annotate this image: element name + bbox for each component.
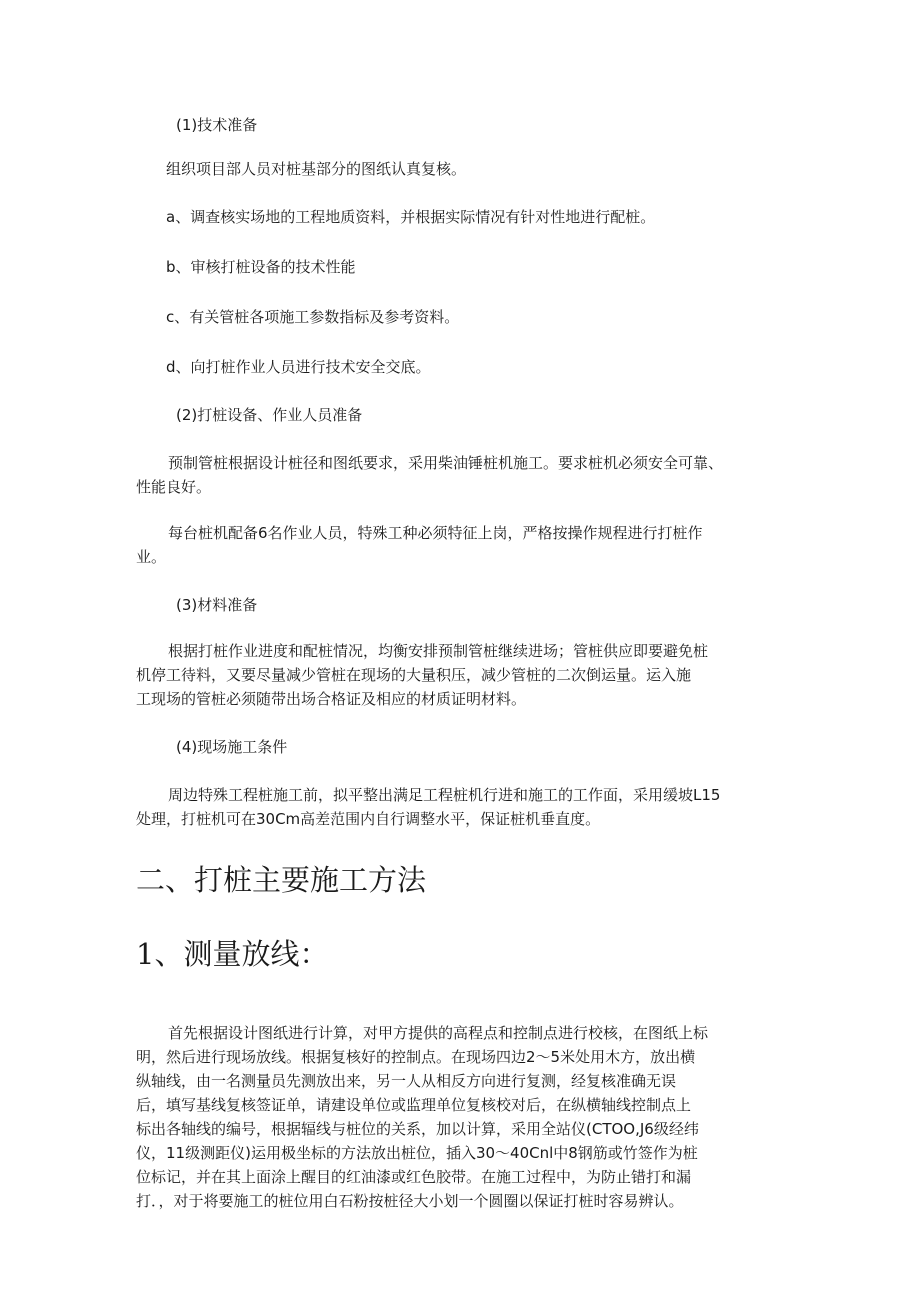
equipment-prep-paragraph-2	[136, 521, 786, 569]
paragraph-line: 工现场的管桩必须随带出场合格证及相应的材质证明材料。	[136, 690, 527, 708]
material-prep-paragraph	[136, 639, 786, 711]
paragraph-line: 根据打桩作业进度和配桩情况，均衡安排预制管桩继续进场；管桩供应即要避免桩	[168, 642, 709, 660]
paragraph-line: 性能良好。	[136, 478, 212, 496]
tech-prep-item-b: b、审核打桩设备的技术性能	[166, 258, 356, 276]
paragraph-line: 每台桩机配备6名作业人员，特殊工种必须特征上岗，严格按操作规程进行打桩作	[168, 524, 703, 542]
paragraph-line: 纵轴线，由一名测量员先测放出来，另一人从相反方向进行复测，经复核准确无误	[136, 1072, 677, 1090]
tech-prep-item-d: d、向打桩作业人员进行技术安全交底。	[166, 358, 431, 376]
tech-prep-intro: 组织项目部人员对桩基部分的图纸认真复核。	[166, 160, 467, 178]
paragraph-line: 打．，对于将要施工的桩位用白石粉按桩径大小划一个圆圈以保证打桩时容易辨认。	[136, 1192, 684, 1210]
paragraph-line: 标出各轴线的编号，根据辐线与桩位的关系，加以计算，采用全站仪(CTOO,J6级经纬	[136, 1120, 699, 1138]
paragraph-line: 仪，11级测距仪)运用极坐标的方法放出桩位，插入30～40Cnl中8钢筋或竹签作为桩	[136, 1144, 698, 1162]
material-prep-heading: (3)材料准备	[176, 596, 258, 614]
paragraph-line: 首先根据设计图纸进行计算，对甲方提供的高程点和控制点进行校核，在图纸上标	[168, 1024, 709, 1042]
paragraph-line: 明，然后进行现场放线。根据复核好的控制点。在现场四边2～5米处用木方，放出横	[136, 1048, 696, 1066]
site-conditions-heading: (4)现场施工条件	[176, 738, 288, 756]
tech-prep-item-a: a、调查核实场地的工程地质资料，并根据实际情况有针对性地进行配桩。	[166, 208, 656, 226]
paragraph-line: 处理，打桩机可在30Cm高差范围内自行调整水平，保证桩机垂直度。	[136, 810, 601, 828]
paragraph-line: 后，填写基线复核签证单，请建设单位或监理单位复核校对后，在纵横轴线控制点上	[136, 1096, 692, 1114]
site-conditions-paragraph	[136, 783, 786, 831]
paragraph-line: 位标记，并在其上面涂上醒目的红油漆或红色胶带。在施工过程中，为防止错打和漏	[136, 1168, 692, 1186]
tech-prep-heading: (1)技术准备	[176, 116, 258, 134]
tech-prep-item-c: c、有关管桩各项施工参数指标及参考资料。	[166, 308, 460, 326]
paragraph-line: 周边特殊工程桩施工前，拟平整出满足工程桩机行进和施工的工作面，采用缓坡L15	[168, 786, 721, 804]
survey-paragraph	[136, 1021, 786, 1213]
paragraph-line: 业。	[136, 548, 167, 566]
section-title: 1、测量放线：	[136, 937, 329, 971]
equipment-prep-heading: (2)打桩设备、作业人员准备	[176, 406, 363, 424]
paragraph-line: 机停工待料，又要尽量减少管桩在现场的大量积压，减少管桩的二次倒运量。运入施	[136, 666, 692, 684]
paragraph-line: 预制管桩根据设计桩径和图纸要求，采用柴油锤桩机施工。要求桩机必须安全可靠、	[168, 454, 724, 472]
chapter-title: 二、打桩主要施工方法	[136, 863, 427, 897]
equipment-prep-paragraph-1	[136, 451, 786, 499]
